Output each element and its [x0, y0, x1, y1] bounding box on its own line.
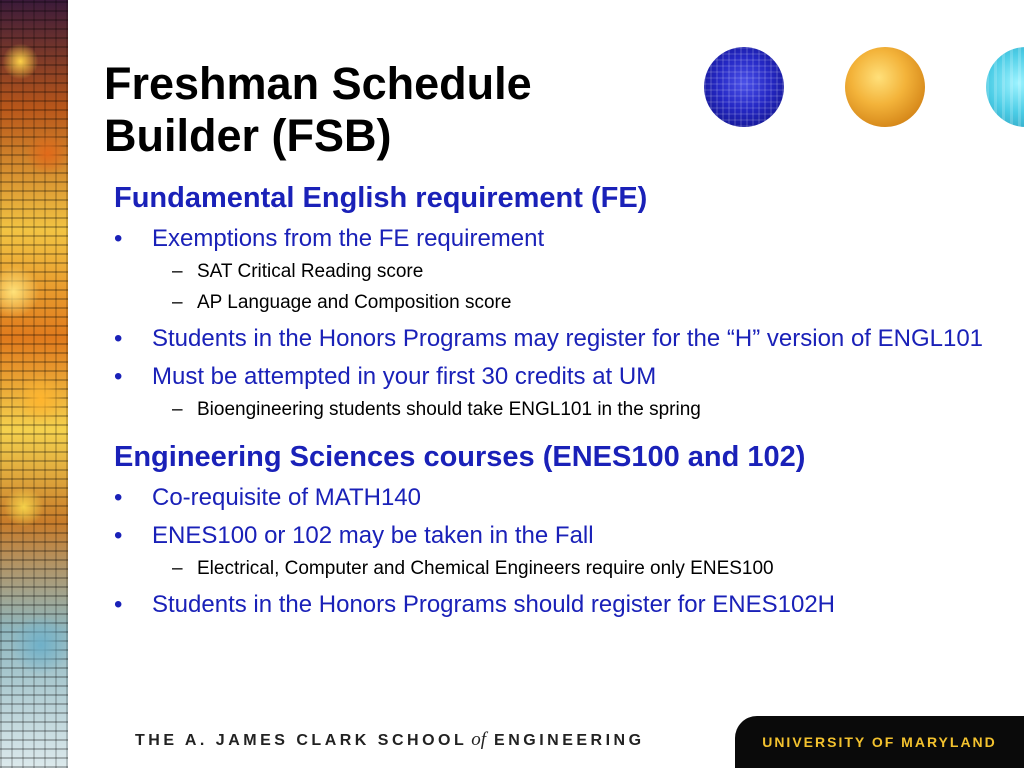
- slide-title: [104, 58, 532, 162]
- sub-bullet-text: AP Language and Composition score: [197, 292, 512, 313]
- blue-sphere-icon: [704, 47, 784, 127]
- slide-title-line-2: Builder (FSB): [104, 110, 392, 161]
- sub-bullet-text: Bioengineering students should take ENGL101 in the spring: [197, 399, 701, 420]
- bullet-marker: •: [114, 225, 123, 252]
- bullet-item: [114, 222, 1004, 256]
- bullet-item: [114, 322, 1004, 356]
- section-heading-fe: Fundamental English requirement (FE): [114, 182, 648, 214]
- slide-body: [114, 178, 1004, 622]
- bullet-text: Students in the Honors Programs may register for the “H” version of ENGL101: [152, 325, 984, 352]
- bullet-text: Exemptions from the FE requirement: [152, 225, 545, 252]
- section-spacer: [114, 425, 1004, 437]
- dash-marker: –: [172, 399, 183, 420]
- bullet-item: [114, 519, 1004, 553]
- university-logo-footer: [735, 716, 1024, 768]
- bullet-marker: •: [114, 484, 123, 511]
- bullet-marker: •: [114, 363, 123, 390]
- slide-title-line-1: Freshman Schedule: [104, 58, 532, 109]
- school-name-pre: THE A. JAMES CLARK SCHOOL: [135, 732, 468, 749]
- bullet-marker: •: [114, 591, 123, 618]
- sub-bullet-text: SAT Critical Reading score: [197, 261, 424, 282]
- bullet-marker: •: [114, 522, 123, 549]
- school-name-post: ENGINEERING: [494, 732, 645, 749]
- dash-marker: –: [172, 261, 183, 282]
- school-name-of: of: [471, 729, 487, 750]
- sub-bullet-text: Electrical, Computer and Chemical Engineers require only ENES100: [197, 558, 774, 579]
- bullet-item: [114, 588, 1004, 622]
- dash-marker: –: [172, 558, 183, 579]
- bullet-text: Students in the Honors Programs should register for ENES102H: [152, 591, 836, 618]
- bullet-text: ENES100 or 102 may be taken in the Fall: [152, 522, 594, 549]
- side-decorative-image: [0, 0, 68, 768]
- sub-bullet-item: [114, 553, 1004, 584]
- bullet-text: Co-requisite of MATH140: [152, 484, 421, 511]
- bullet-text: Must be attempted in your first 30 credits at UM: [152, 363, 657, 390]
- university-name: UNIVERSITY OF MARYLAND: [762, 734, 997, 750]
- sub-bullet-item: [114, 394, 1004, 425]
- bullet-item: [114, 360, 1004, 394]
- bullet-item: [114, 481, 1004, 515]
- section-heading-enes: Engineering Sciences courses (ENES100 and 102): [114, 441, 806, 473]
- sub-bullet-item: [114, 287, 1004, 318]
- cyan-sphere-icon: [986, 47, 1024, 127]
- sub-bullet-item: [114, 256, 1004, 287]
- school-name-footer: [135, 729, 645, 751]
- dash-marker: –: [172, 292, 183, 313]
- gold-sphere-icon: [845, 47, 925, 127]
- bullet-marker: •: [114, 325, 123, 352]
